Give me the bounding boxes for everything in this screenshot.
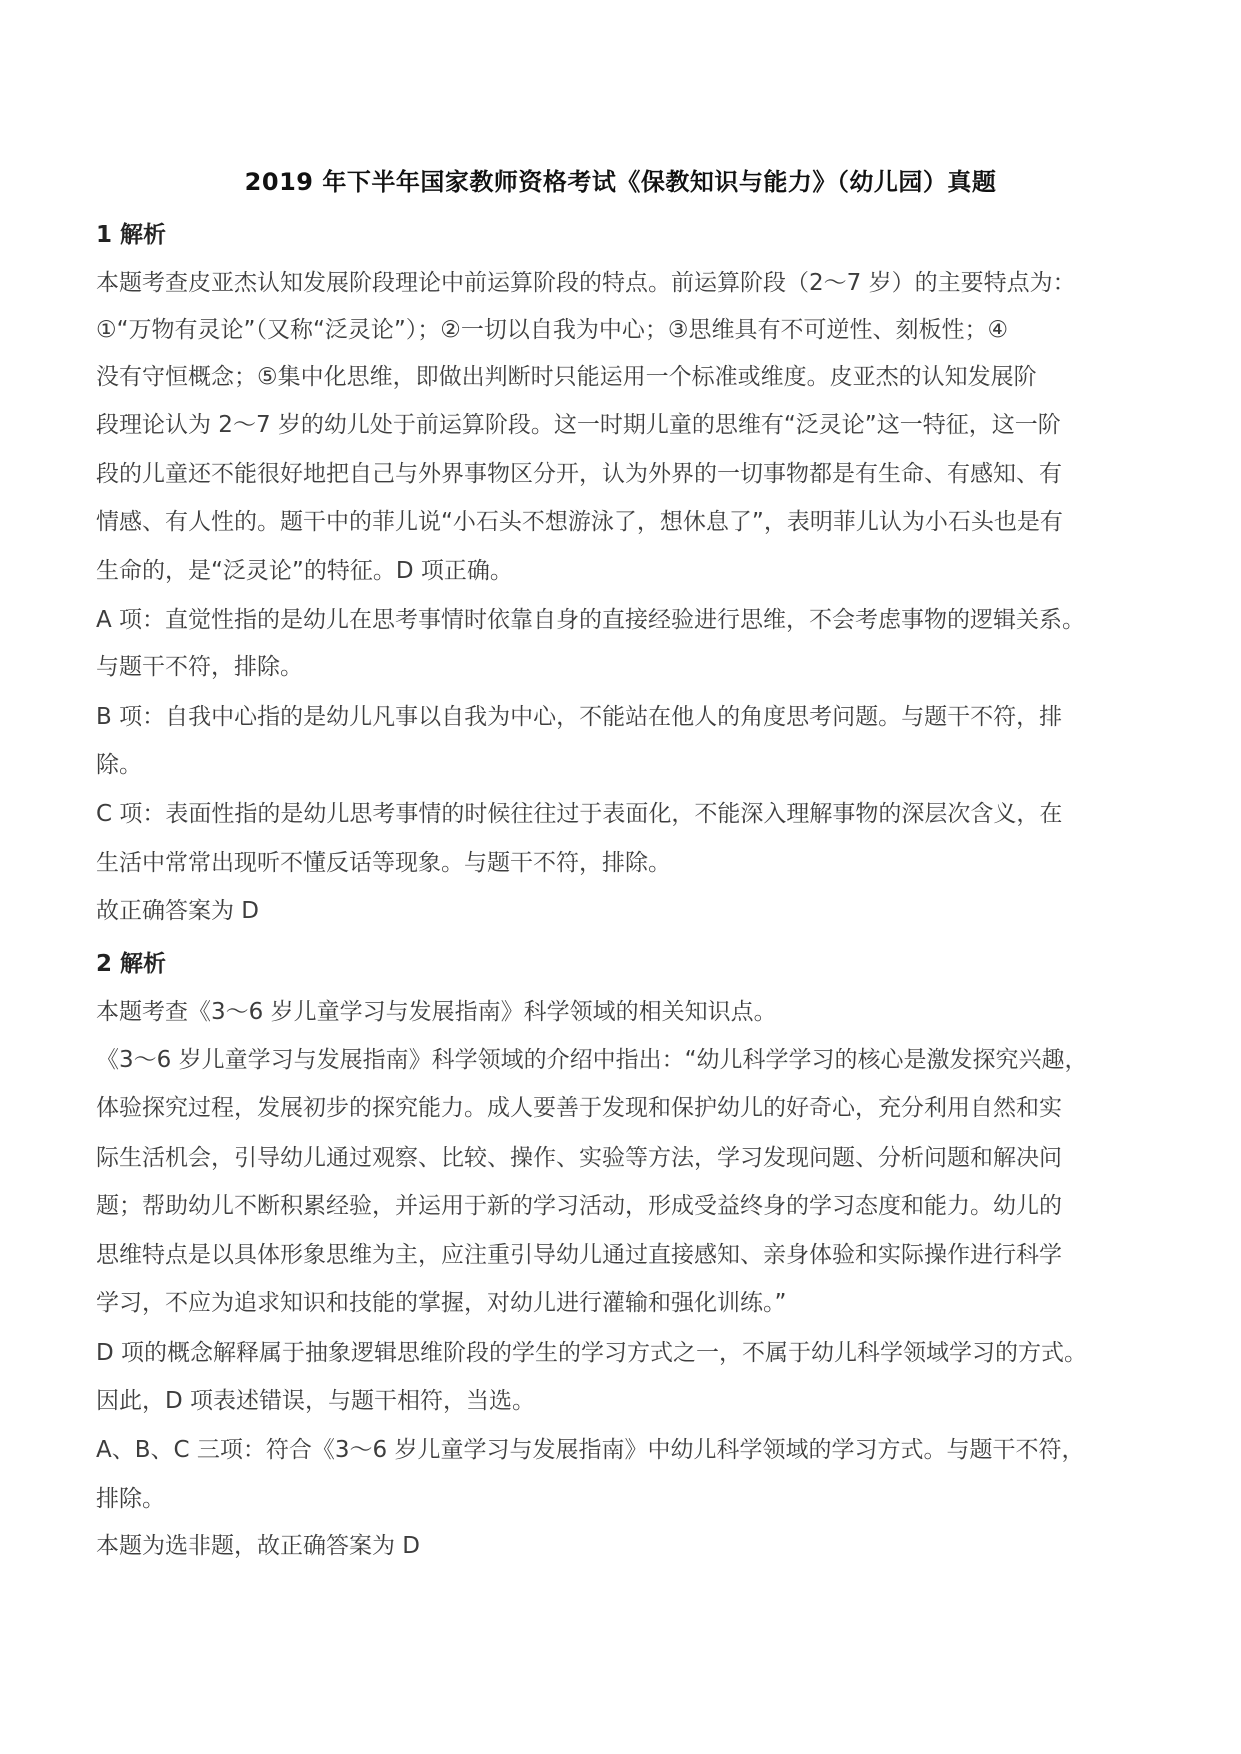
q2-line: 因此，D 项表述错误，与题干相符，当选。 <box>96 1388 536 1414</box>
q1-line: 本题考查皮亚杰认知发展阶段理论中前运算阶段的特点。前运算阶段（2～7 岁）的主要特点为： <box>96 270 1076 296</box>
q1-line: 段的儿童还不能很好地把自己与外界事物区分开，认为外界的一切事物都是有生命、有感知、有 <box>96 461 1062 487</box>
q2-line: D 项的概念解释属于抽象逻辑思维阶段的学生的学习方式之一，不属于幼儿科学领域学习的方式。 <box>96 1340 1088 1366</box>
q2-line: 思维特点是以具体形象思维为主，应注重引导幼儿通过直接感知、亲身体验和实际操作进行科学 <box>96 1242 1062 1268</box>
q2-line: 本题考查《3～6 岁儿童学习与发展指南》科学领域的相关知识点。 <box>96 999 777 1025</box>
q1-line: 没有守恒概念；⑤集中化思维，即做出判断时只能运用一个标准或维度。皮亚杰的认知发展阶 <box>96 364 1037 390</box>
q2-line: A、B、C 三项：符合《3～6 岁儿童学习与发展指南》中幼儿科学领域的学习方式。与题干不符， <box>96 1437 1085 1463</box>
q1-line: 生命的，是“泛灵论”的特征。D 项正确。 <box>96 558 513 584</box>
q1-line: A 项：直觉性指的是幼儿在思考事情时依靠自身的直接经验进行思维，不会考虑事物的逻辑关系。 <box>96 607 1086 633</box>
q1-line: 生活中常常出现听不懂反话等现象。与题干不符，排除。 <box>96 850 671 876</box>
q2-line: 体验探究过程，发展初步的探究能力。成人要善于发现和保护幼儿的好奇心，充分利用自然和实 <box>96 1095 1062 1121</box>
q1-line: 除。 <box>96 752 142 778</box>
q2-line: 排除。 <box>96 1486 165 1512</box>
q2-answer: 本题为选非题，故正确答案为 D <box>96 1533 421 1559</box>
q2-line: 《3～6 岁儿童学习与发展指南》科学领域的介绍中指出：“幼儿科学学习的核心是激发探究兴趣， <box>96 1047 1088 1073</box>
q1-heading: 1 解析 <box>96 222 167 248</box>
q1-line: ①“万物有灵论”（又称“泛灵论”）；②一切以自我为中心；③思维具有不可逆性、刻板性；④ <box>96 317 1009 343</box>
q2-line: 学习，不应为追求知识和技能的掌握，对幼儿进行灌输和强化训练。” <box>96 1290 787 1316</box>
q1-line: 与题干不符，排除。 <box>96 654 303 680</box>
q1-answer: 故正确答案为 D <box>96 898 260 924</box>
q1-line: 情感、有人性的。题干中的菲儿说“小石头不想游泳了，想休息了”，表明菲儿认为小石头也是有 <box>96 509 1063 535</box>
q1-line: C 项：表面性指的是幼儿思考事情的时候往往过于表面化，不能深入理解事物的深层次含义，在 <box>96 801 1063 827</box>
q2-line: 际生活机会，引导幼儿通过观察、比较、操作、实验等方法，学习发现问题、分析问题和解决问 <box>96 1145 1062 1171</box>
q2-line: 题；帮助幼儿不断积累经验，并运用于新的学习活动，形成受益终身的学习态度和能力。幼儿的 <box>96 1193 1062 1219</box>
q1-line: B 项：自我中心指的是幼儿凡事以自我为中心，不能站在他人的角度思考问题。与题干不符，排 <box>96 704 1063 730</box>
page-title: 2019 年下半年国家教师资格考试《保教知识与能力》（幼儿园）真题 <box>244 168 997 196</box>
q2-heading: 2 解析 <box>96 951 167 977</box>
q1-line: 段理论认为 2～7 岁的幼儿处于前运算阶段。这一时期儿童的思维有“泛灵论”这一特征，这一阶 <box>96 412 1061 438</box>
